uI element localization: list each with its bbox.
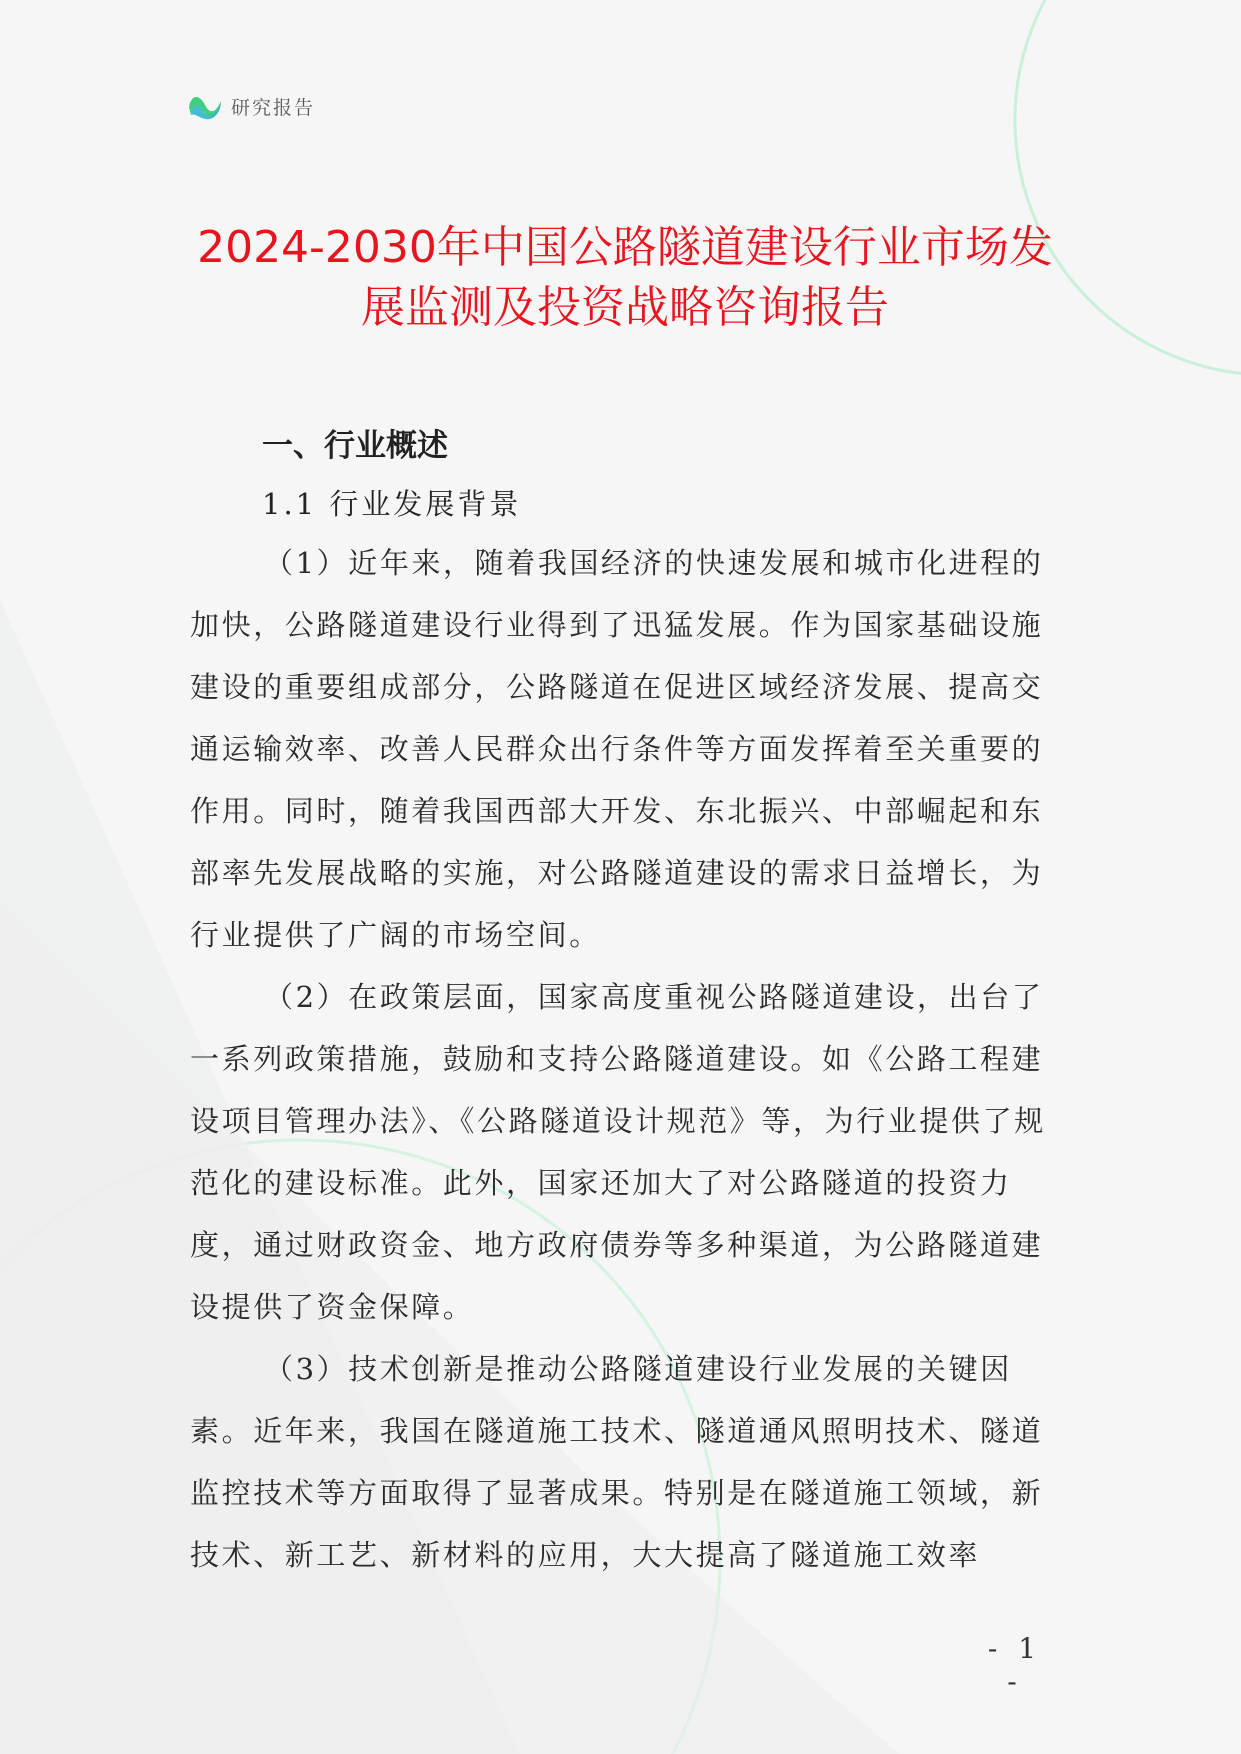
page-number: - 1 - bbox=[987, 1632, 1043, 1698]
paragraph-1: （1）近年来，随着我国经济的快速发展和城市化进程的加快，公路隧道建设行业得到了迅猛发展。作为国家基础设施建设的重要组成部分，公路隧道在促进区域经济发展、提高交通运输效率、改善人民群众出行条件等方面发挥着至关重要的作用。同时，随着我国西部大开发、东北振兴、中部崛起和东部率先发展战略的实施，对公路隧道建设的需求日益增长，为行业提供了广阔的市场空间。 bbox=[190, 546, 1044, 952]
logo-text: 研究报告 bbox=[231, 96, 316, 119]
report-title: 2024-2030年中国公路隧道建设行业市场发展监测及投资战略咨询报告 bbox=[197, 222, 1053, 333]
subsection-heading: 1.1 行业发展背景 bbox=[262, 487, 522, 521]
paragraph-3: （3）技术创新是推动公路隧道建设行业发展的关键因素。近年来，我国在隧道施工技术、隧道通风照明技术、隧道监控技术等方面取得了显著成果。特别是在隧道施工领域，新技术、新工艺、新材料的应用，大大提高了隧道施工效率 bbox=[190, 1352, 1044, 1572]
section-heading: 一、行业概述 bbox=[262, 428, 448, 464]
logo-icon bbox=[187, 91, 223, 121]
body-text bbox=[190, 532, 1050, 1586]
paragraph-2: （2）在政策层面，国家高度重视公路隧道建设，出台了一系列政策措施，鼓励和支持公路隧道建设。如《公路工程建设项目管理办法》、《公路隧道设计规范》等，为行业提供了规范化的建设标准。此外，国家还加大了对公路隧道的投资力度，通过财政资金、地方政府债券等多种渠道，为公路隧道建设提供了资金保障。 bbox=[190, 980, 1046, 1324]
header-logo bbox=[187, 89, 315, 123]
